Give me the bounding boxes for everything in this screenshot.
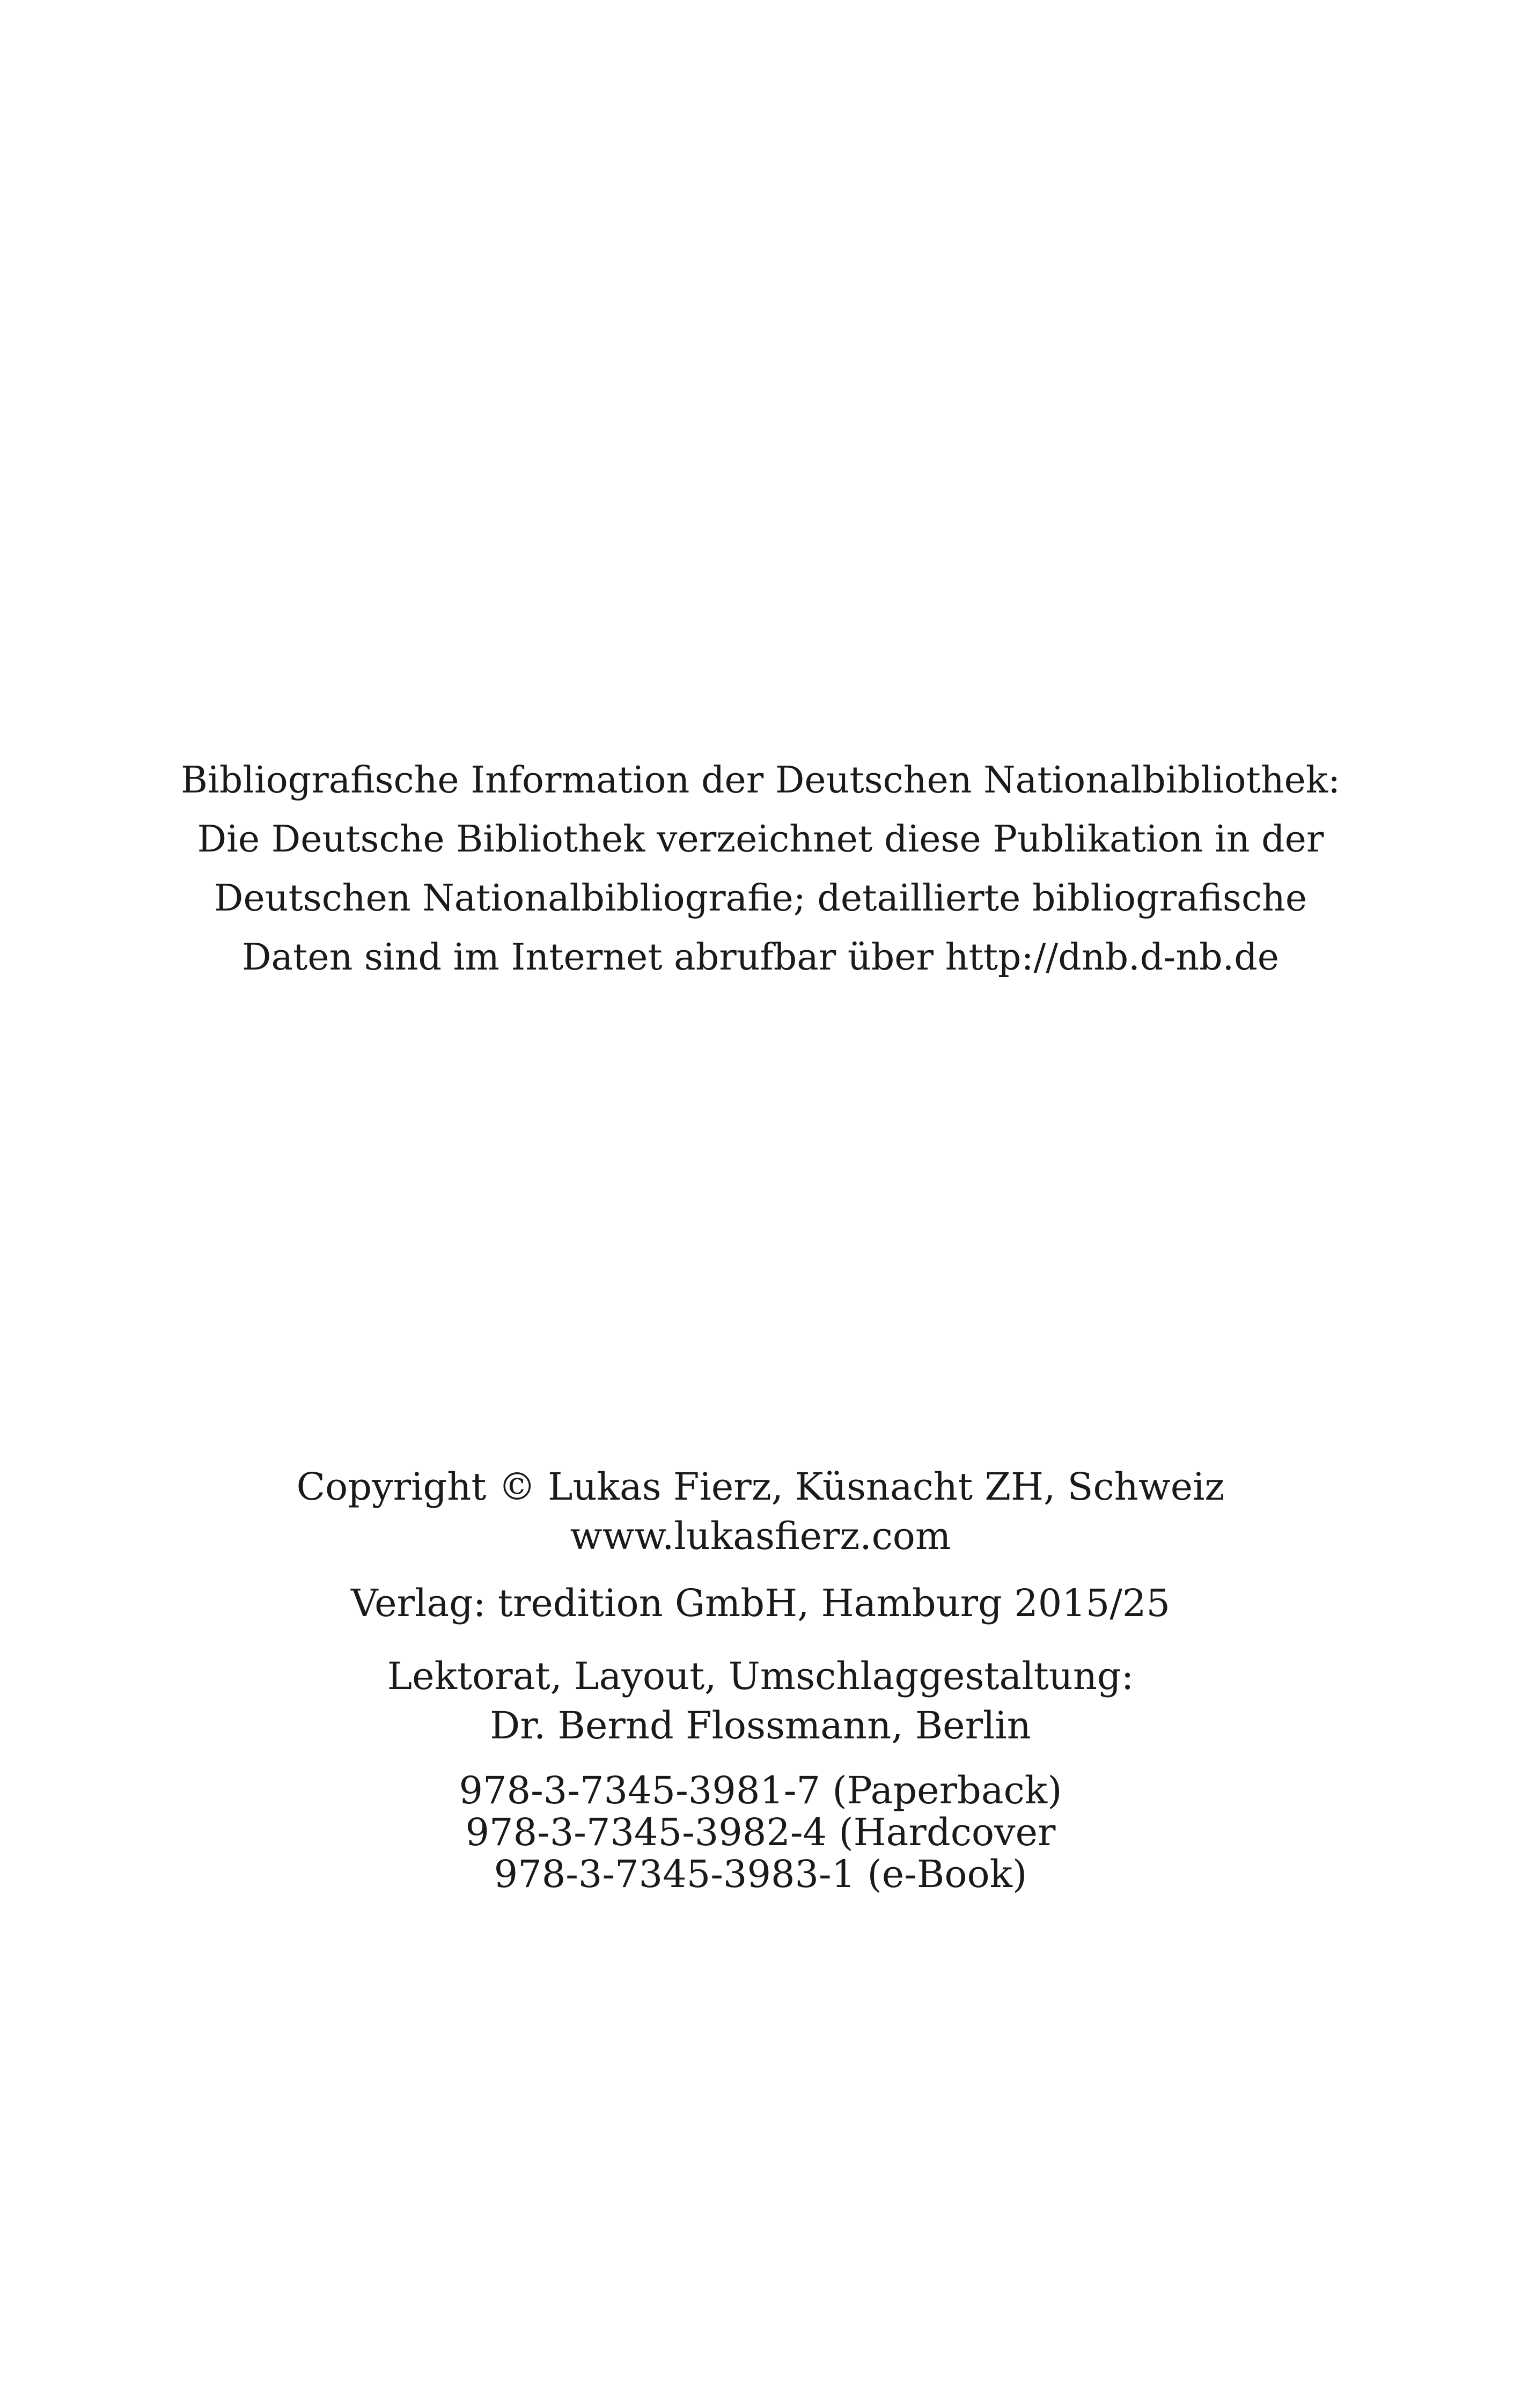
publisher-notice xyxy=(0,1579,1521,1628)
editor-name: Dr. Bernd Flossmann, Berlin xyxy=(490,1704,1031,1748)
isbn-line: 978-3-7345-3983-1 (e-Book) xyxy=(494,1852,1027,1896)
cip-line: Bibliografische Information der Deutschen Nationalbibliothek: xyxy=(180,759,1341,802)
cip-notice xyxy=(0,751,1521,987)
isbn-list xyxy=(0,1770,1521,1895)
cip-line: Deutschen Nationalbibliografie; detaillierte bibliografische xyxy=(214,877,1307,920)
isbn-line: 978-3-7345-3981-7 (Paperback) xyxy=(459,1768,1062,1812)
publisher-line: Verlag: tredition GmbH, Hamburg 2015/25 xyxy=(350,1581,1170,1625)
cip-line: Die Deutsche Bibliothek verzeichnet diese Publikation in der xyxy=(197,818,1324,861)
editor-credit xyxy=(0,1651,1521,1750)
author-website: www.lukasfierz.com xyxy=(570,1514,951,1558)
isbn-line: 978-3-7345-3982-4 (Hardcover xyxy=(465,1810,1056,1854)
copyright-line: Copyright © Lukas Fierz, Küsnacht ZH, Schweiz xyxy=(296,1465,1225,1509)
cip-line: Daten sind im Internet abrufbar über http://dnb.d-nb.de xyxy=(242,936,1279,979)
copyright-notice xyxy=(0,1462,1521,1561)
editor-role: Lektorat, Layout, Umschlaggestaltung: xyxy=(387,1654,1134,1698)
